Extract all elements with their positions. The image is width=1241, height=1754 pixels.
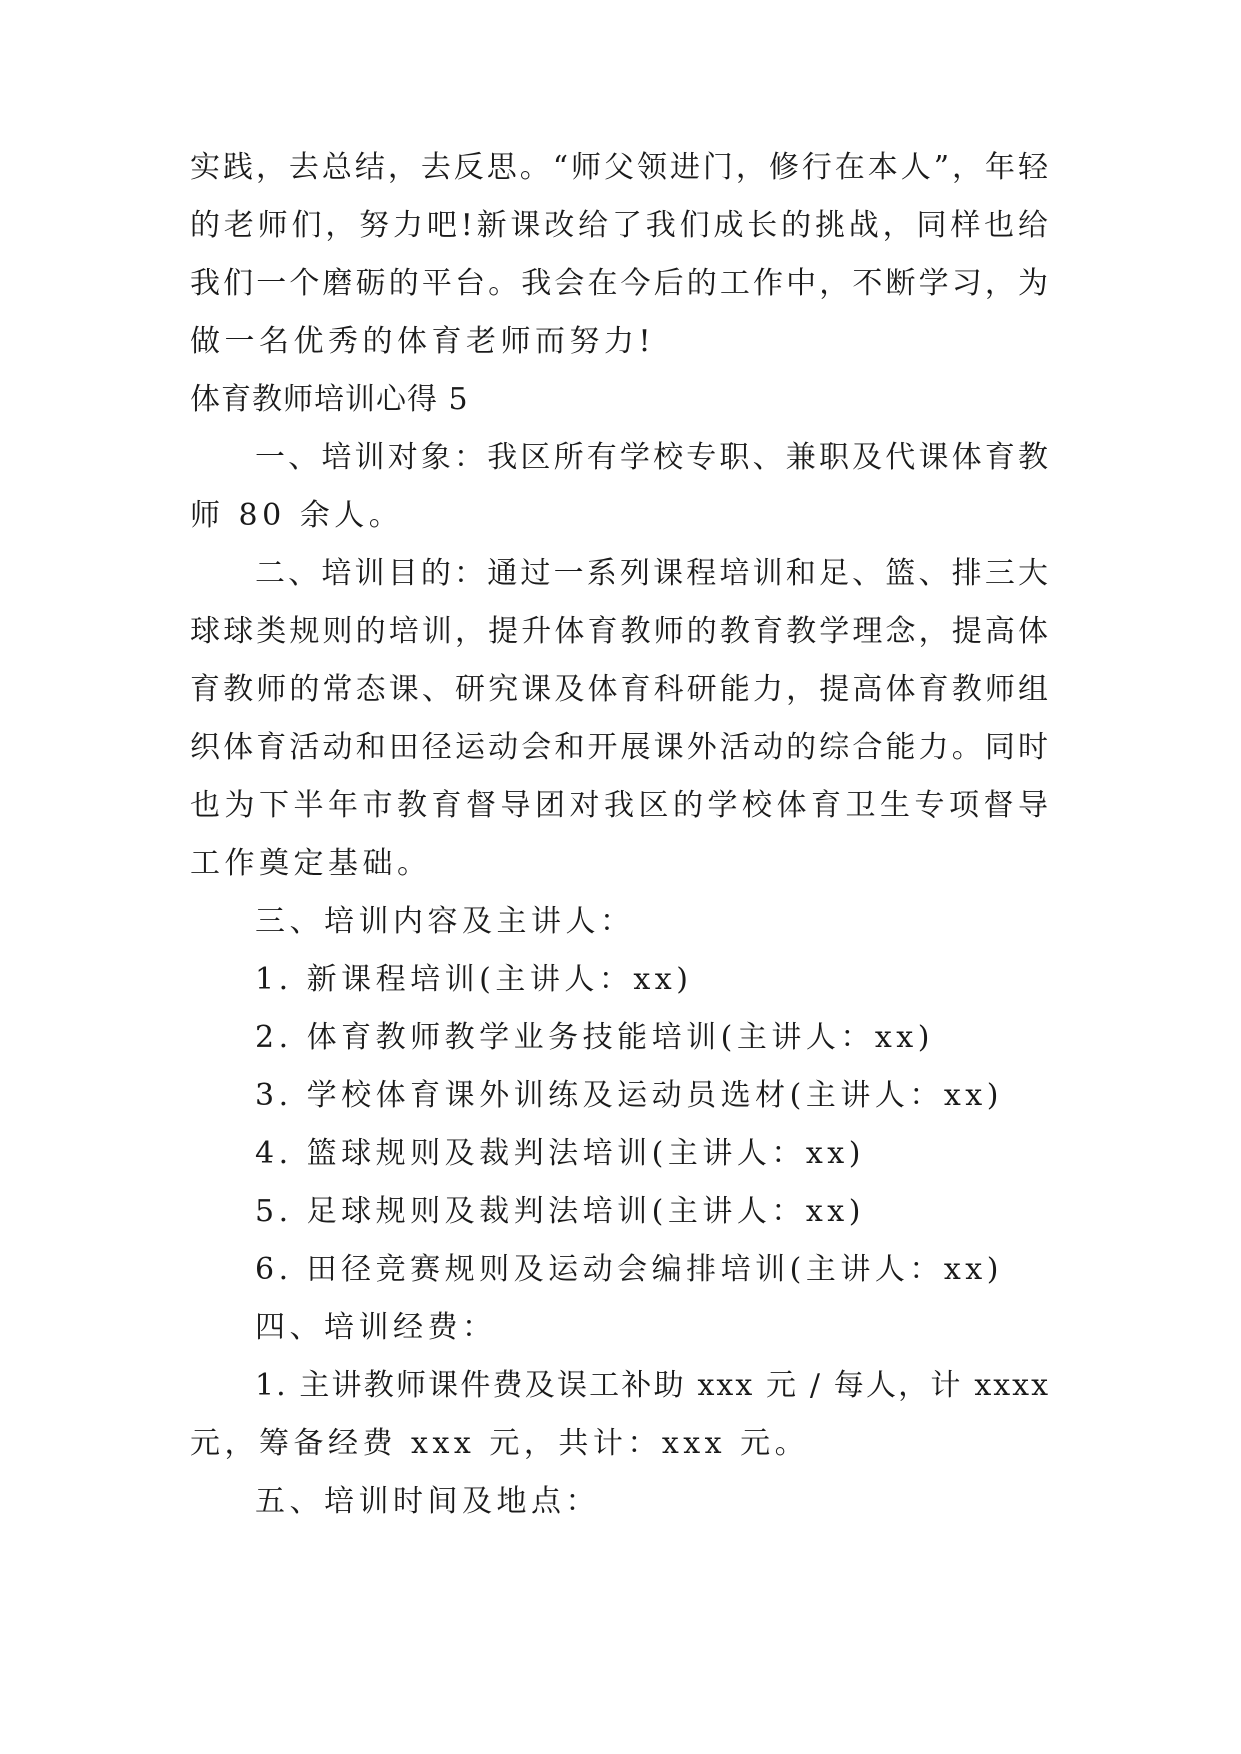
- body-text-line: 师 80 余人。: [190, 498, 404, 533]
- body-text-line: 我们一个磨砺的平台。我会在今后的工作中，不断学习，为: [190, 266, 1050, 301]
- body-text-line: 实践，去总结，去反思。“师父领进门，修行在本人”，年轻: [190, 150, 1050, 185]
- section-heading: 体育教师培训心得 5: [190, 382, 469, 417]
- body-text-line: 球球类规则的培训，提升体育教师的教育教学理念，提高体: [190, 614, 1050, 649]
- body-text-line: 也为下半年市教育督导团对我区的学校体育卫生专项督导: [190, 788, 1050, 823]
- body-text-line: 的老师们，努力吧!新课改给了我们成长的挑战，同样也给: [190, 208, 1050, 243]
- paragraph-training-purpose: 二、培训目的：通过一系列课程培训和足、篮、排三大: [255, 556, 1050, 591]
- body-text-line: 育教师的常态课、研究课及体育科研能力，提高体育教师组: [190, 672, 1050, 707]
- body-text-line: 工作奠定基础。: [190, 846, 432, 881]
- paragraph-training-target: 一、培训对象：我区所有学校专职、兼职及代课体育教: [255, 440, 1050, 475]
- list-item: 5. 足球规则及裁判法培训(主讲人：xx): [255, 1194, 865, 1229]
- list-item: 3. 学校体育课外训练及运动员选材(主讲人：xx): [255, 1078, 1003, 1113]
- body-text-line: 元，筹备经费 xxx 元，共计：xxx 元。: [190, 1426, 810, 1461]
- list-item: 4. 篮球规则及裁判法培训(主讲人：xx): [255, 1136, 865, 1171]
- list-item: 1. 主讲教师课件费及误工补助 xxx 元 / 每人，计 xxxx: [255, 1368, 1050, 1403]
- list-item: 2. 体育教师教学业务技能培训(主讲人：xx): [255, 1020, 934, 1055]
- list-item: 6. 田径竞赛规则及运动会编排培训(主讲人：xx): [255, 1252, 1003, 1287]
- body-text-line: 织体育活动和田径运动会和开展课外活动的综合能力。同时: [190, 730, 1050, 765]
- section-content-heading: 三、培训内容及主讲人：: [255, 904, 635, 939]
- body-text-line: 做一名优秀的体育老师而努力!: [190, 324, 656, 359]
- list-item: 1. 新课程培训(主讲人：xx): [255, 962, 693, 997]
- section-funding-heading: 四、培训经费：: [255, 1310, 497, 1345]
- section-time-place-heading: 五、培训时间及地点：: [255, 1484, 600, 1519]
